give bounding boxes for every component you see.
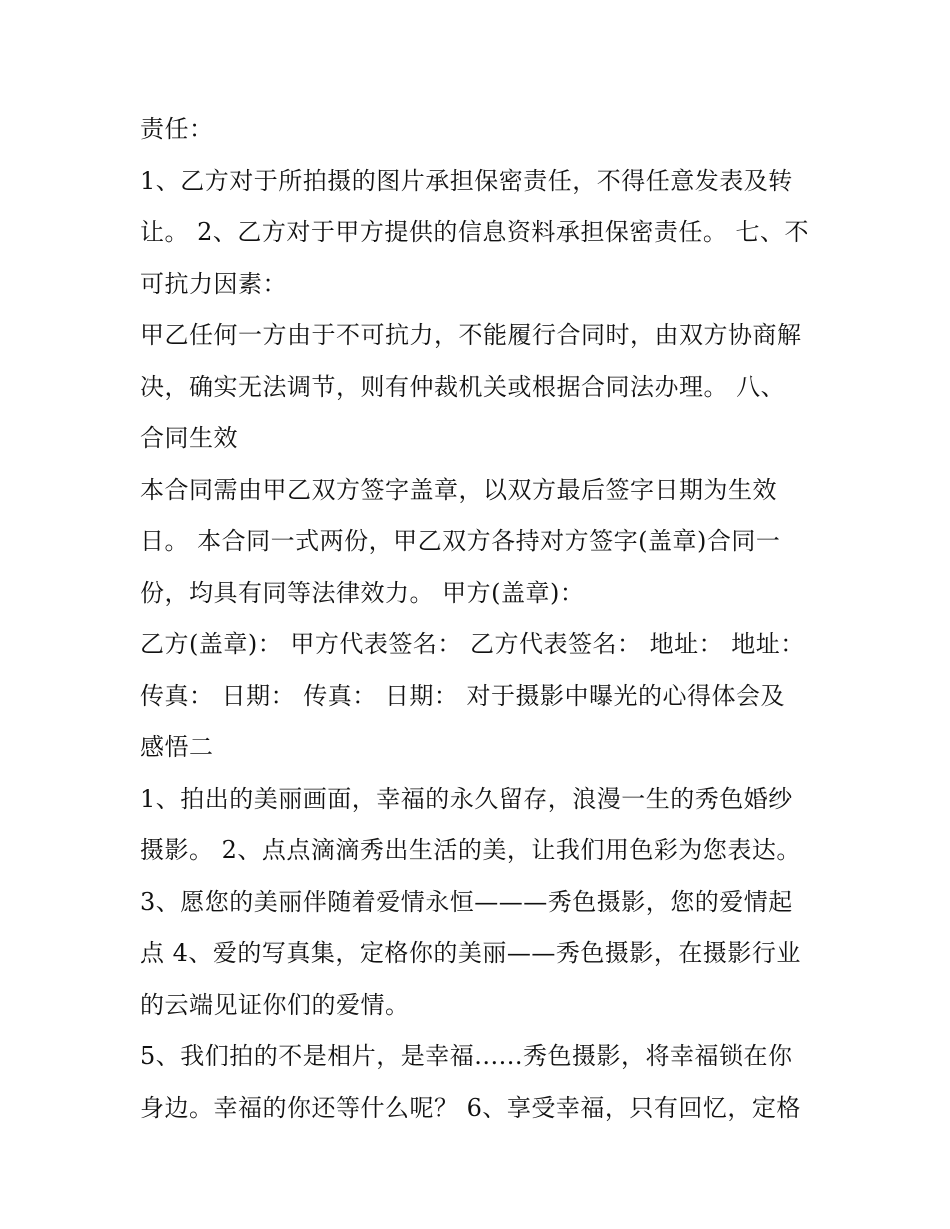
text-line: 合同生效: [140, 424, 238, 452]
text-line: 份，均具有同等法律效力。 甲方(盖章)：: [140, 578, 585, 607]
text-line: 责任：: [140, 115, 214, 143]
text-line: 1、拍出的美丽画面，幸福的永久留存，浪漫一生的秀色婚纱: [140, 784, 793, 813]
text-line: 身边。幸福的你还等什么呢？ 6、享受幸福，只有回忆，定格: [140, 1093, 801, 1122]
text-line: 摄影。 2、点点滴滴秀出生活的美，让我们用色彩为您表达。: [140, 836, 801, 864]
text-line: 乙方(盖章)： 甲方代表签名： 乙方代表签名： 地址： 地址：: [140, 630, 805, 658]
text-line: 传真： 日期： 传真： 日期： 对于摄影中曝光的心得体会及: [140, 681, 786, 710]
text-line: 甲乙任何一方由于不可抗力，不能履行合同时，由双方协商解: [140, 321, 802, 349]
text-line: 本合同需由甲乙双方签字盖章，以双方最后签字日期为生效: [140, 475, 777, 504]
text-line: 决，确实无法调节，则有仲裁机关或根据合同法办理。 八、: [140, 372, 786, 401]
text-line: 5、我们拍的不是相片，是幸福......秀色摄影，将幸福锁在你: [140, 1042, 793, 1070]
text-line: 可抗力因素：: [140, 269, 287, 298]
text-line: 1、乙方对于所拍摄的图片承担保密责任，不得任意发表及转: [140, 166, 793, 195]
text-line: 的云端见证你们的爱情。: [140, 990, 410, 1019]
text-line: 让。 2、乙方对于甲方提供的信息资料承担保密责任。 七、不: [140, 218, 810, 246]
text-line: 感悟二: [140, 733, 214, 761]
text-line: 日。 本合同一式两份，甲乙双方各持对方签字(盖章)合同一: [140, 527, 781, 555]
document-body: [140, 104, 820, 1134]
text-line: 点 4、爱的写真集，定格你的美丽——秀色摄影，在摄影行业: [140, 939, 801, 967]
text-line: 3、愿您的美丽伴随着爱情永恒———秀色摄影，您的爱情起: [140, 887, 793, 916]
